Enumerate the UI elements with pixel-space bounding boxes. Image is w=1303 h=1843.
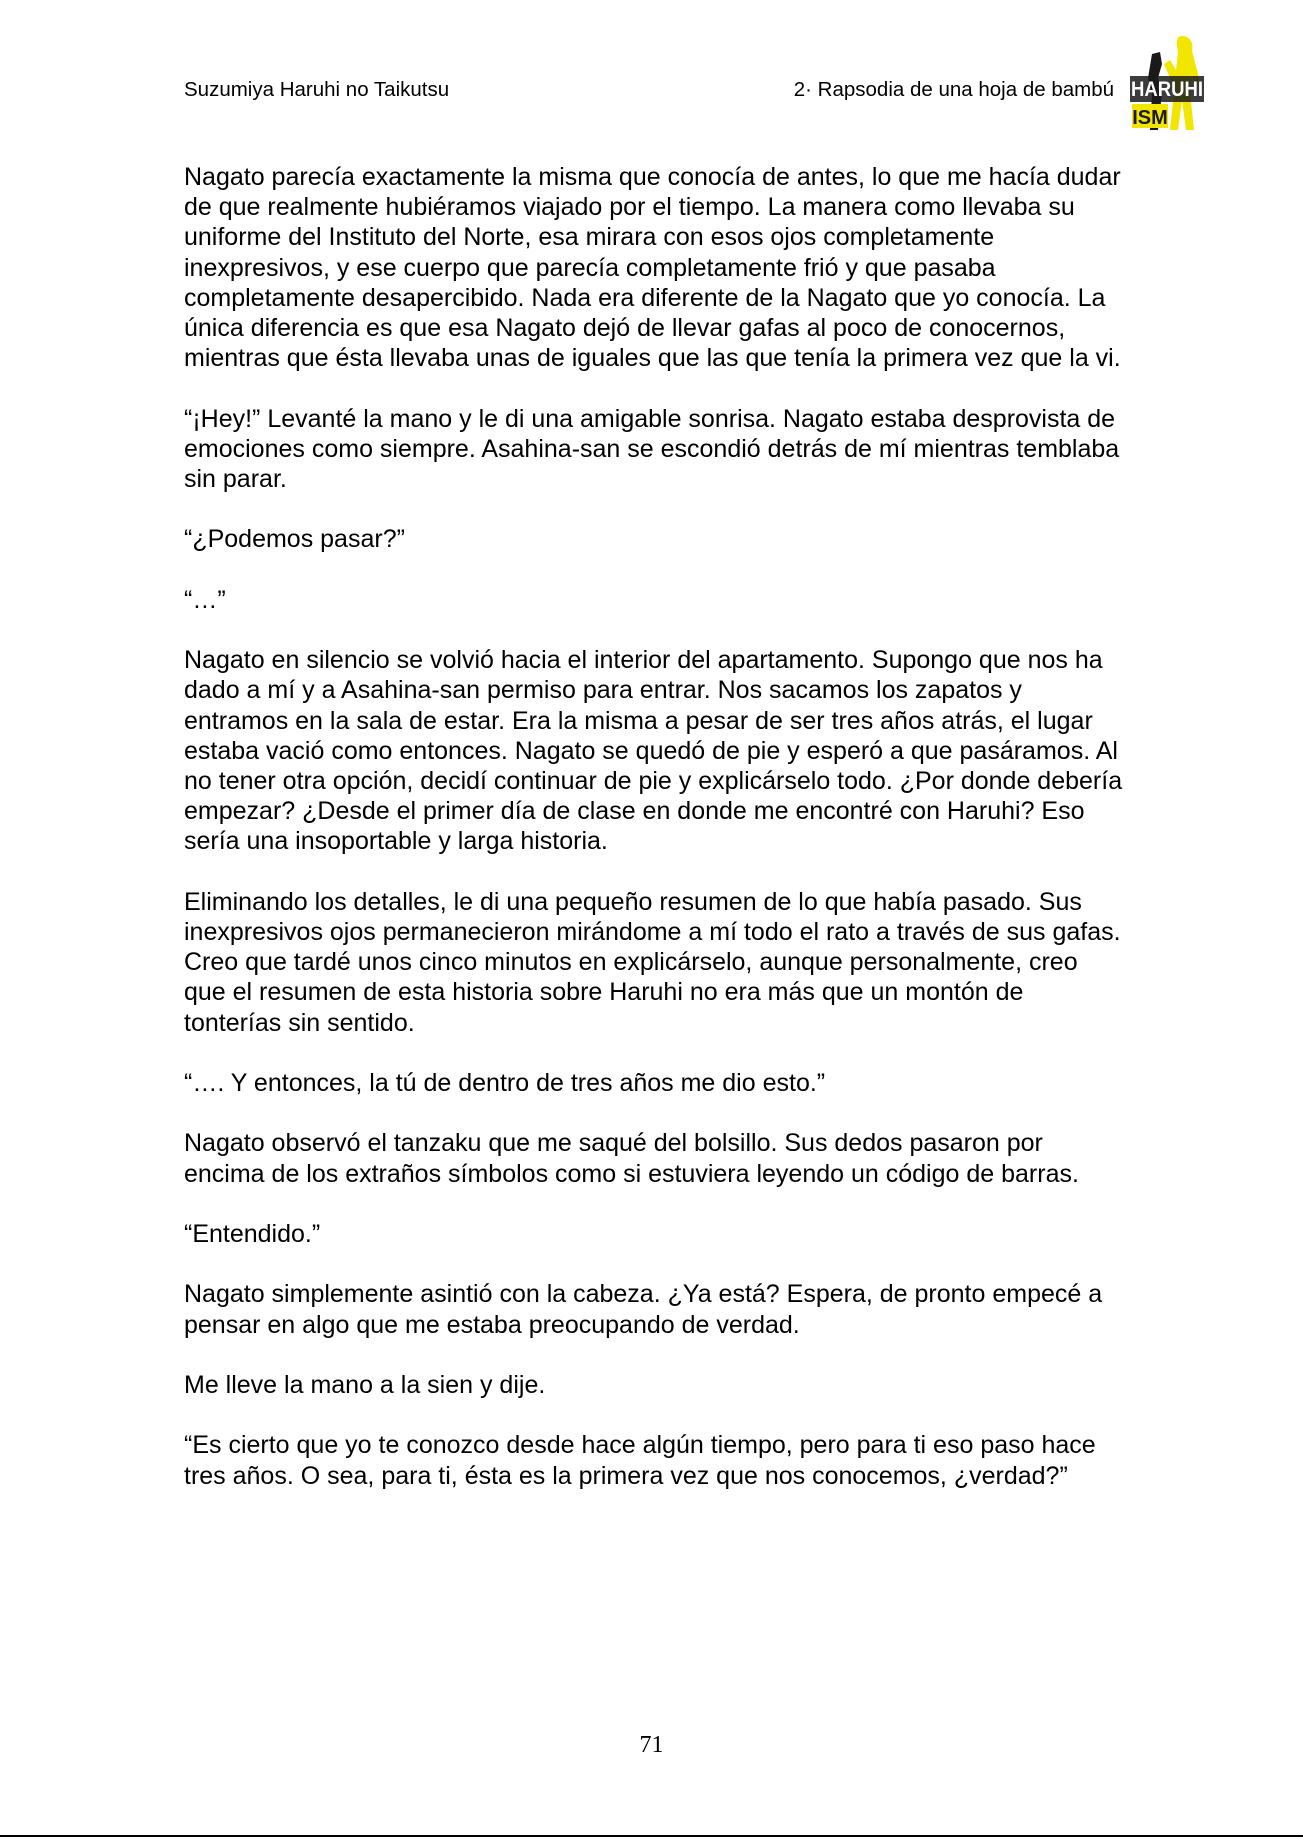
paragraph: Eliminando los detalles, le di una pequeño resumen de lo que había pasado. Sus inexpresivos ojos permanecieron mirándome a mí todo el rato a través de sus gafas. Creo que tardé unos cinco minutos en explicárselo, aunque personalmente, creo que el resumen de esta historia sobre Haruhi no era más que un montón de tonterías sin sentido.	[184, 887, 1121, 1037]
paragraph: “¡Hey!” Levanté la mano y le di una amigable sonrisa. Nagato estaba desprovista de emociones como siempre. Asahina-san se escondió detrás de mí mientras temblaba sin parar.	[184, 404, 1120, 494]
paragraph: “…”	[184, 585, 226, 614]
paragraph: Nagato simplemente asintió con la cabeza. ¿Ya está? Espera, de pronto empecé a pensar en algo que me estaba preocupando de verdad.	[184, 1280, 1103, 1339]
paragraph: Nagato observó el tanzaku que me saqué del bolsillo. Sus dedos pasaron por encima de los extraños símbolos como si estuviera leyendo un código de barras.	[184, 1129, 1079, 1188]
page-header	[184, 76, 1114, 104]
haruhi-ism-logo-icon	[1130, 34, 1204, 134]
logo-line2: ISM	[1132, 107, 1168, 129]
logo-line1: HARUHI	[1131, 78, 1203, 101]
paragraph: “…. Y entonces, la tú de dentro de tres años me dio esto.”	[184, 1069, 826, 1097]
bottom-rule	[0, 1835, 1303, 1837]
paragraph: “Es cierto que yo te conozco desde hace algún tiempo, pero para ti eso paso hace tres años. O sea, para ti, ésta es la primera vez que nos conocemos, ¿verdad?”	[184, 1431, 1096, 1490]
body-text	[184, 162, 1124, 1521]
paragraph: “Entendido.”	[184, 1219, 321, 1248]
paragraph: Nagato en silencio se volvió hacia el interior del apartamento. Supongo que nos ha dado a mí y a Asahina-san permiso para entrar. Nos sacamos los zapatos y entramos en la sala de estar. Era la misma a pesar de ser tres años atrás, el lugar estaba vació como entonces. Nagato se quedó de pie y esperó a que pasáramos. Al no tener otra opción, decidí continuar de pie y explicárselo todo. ¿Por donde debería empezar? ¿Desde el primer día de clase en donde me encontré con Haruhi? Eso sería una insoportable y larga historia.	[184, 646, 1123, 856]
page-number: 71	[639, 1732, 664, 1758]
book-title: Suzumiya Haruhi no Taikutsu	[184, 78, 450, 101]
chapter-title: 2· Rapsodia de una hoja de bambú	[793, 78, 1114, 101]
paragraph: Me lleve la mano a la sien y dije.	[184, 1370, 546, 1399]
paragraph: “¿Podemos pasar?”	[184, 525, 405, 554]
paragraph: Nagato parecía exactamente la misma que conocía de antes, lo que me hacía dudar de que realmente hubiéramos viajado por el tiempo. La manera como llevaba su uniforme del Instituto del Norte, esa mirara con esos ojos completamente inexpresivos, y ese cuerpo que parecía completamente frió y que pasaba completamente desapercibido. Nada era diferente de la Nagato que yo conocía. La única diferencia es que esa Nagato dejó de llevar gafas al poco de conocernos, mientras que ésta llevaba unas de iguales que las que tenía la primera vez que la vi.	[184, 163, 1121, 373]
